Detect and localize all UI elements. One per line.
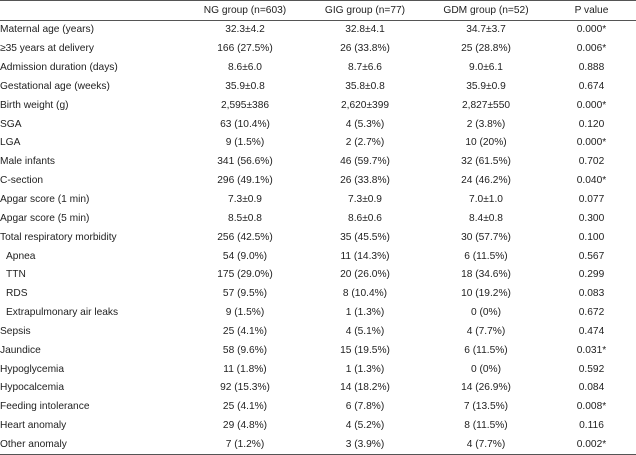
row-label: Admission duration (days) <box>0 62 118 74</box>
cell-gig-group: 8.7±6.6 <box>348 62 382 74</box>
cell-p-value: 0.567 <box>578 250 605 262</box>
row-label: Male infants <box>0 156 55 168</box>
cell-gdm-group: 25 (28.8%) <box>461 43 511 55</box>
cell-gig-group: 4 (5.2%) <box>345 420 385 432</box>
cell-gdm-group: 7 (13.5%) <box>463 401 509 413</box>
table-row <box>0 134 636 153</box>
cell-gdm-group: 34.7±3.7 <box>466 24 506 36</box>
table-row <box>0 59 636 78</box>
cell-p-value: 0.116 <box>579 420 604 432</box>
cell-ng-group: 8.5±0.8 <box>228 212 262 224</box>
cell-gig-group: 2,620±399 <box>340 99 390 111</box>
cell-gig-group: 35 (45.5%) <box>340 231 390 243</box>
cell-ng-group: 29 (4.8%) <box>222 420 268 432</box>
cell-p-value: 0.120 <box>578 118 605 130</box>
cell-p-value: 0.100 <box>578 231 605 243</box>
cell-gdm-group: 6 (11.5%) <box>464 250 508 262</box>
cell-ng-group: 25 (4.1%) <box>222 325 268 337</box>
cell-gig-group: 26 (33.8%) <box>340 43 390 55</box>
row-label: ≥35 years at delivery <box>0 43 94 55</box>
cell-p-value: 0.000* <box>576 99 607 111</box>
cell-gig-group: 7.3±0.9 <box>348 194 382 206</box>
row-label: C-section <box>0 175 44 187</box>
row-label: Total respiratory morbidity <box>0 231 117 243</box>
row-label: Feeding intolerance <box>0 401 90 413</box>
table-row <box>0 21 636 40</box>
table-row <box>0 398 636 417</box>
cell-ng-group: 32.3±4.2 <box>225 24 265 36</box>
cell-gig-group: 11 (14.3%) <box>340 250 390 262</box>
cell-ng-group: 54 (9.0%) <box>222 250 268 262</box>
cell-gig-group: 3 (3.9%) <box>305 436 425 455</box>
table-row <box>0 360 636 379</box>
cell-gig-group: 1 (1.3%) <box>345 307 385 319</box>
cell-gdm-group: 4 (7.7%) <box>466 325 506 337</box>
table-row <box>0 285 636 304</box>
cell-ng-group: 175 (29.0%) <box>217 269 273 281</box>
cell-p-value: 0.888 <box>578 62 605 74</box>
cell-p-value: 0.474 <box>578 325 605 337</box>
header-p-value: P value <box>547 1 636 21</box>
cell-p-value: 0.299 <box>578 269 605 281</box>
cell-ng-group: 166 (27.5%) <box>217 43 273 55</box>
cell-gdm-group: 30 (57.7%) <box>461 231 511 243</box>
table-row <box>0 247 636 266</box>
cell-gdm-group: 24 (46.2%) <box>461 175 511 187</box>
row-label: Hypocalcemia <box>0 382 64 394</box>
cell-ng-group: 9 (1.5%) <box>225 307 265 319</box>
cell-gdm-group: 8 (11.5%) <box>464 420 508 432</box>
cell-p-value: 0.077 <box>578 194 605 206</box>
cell-p-value: 0.031* <box>576 344 607 356</box>
cell-ng-group: 341 (56.6%) <box>217 156 273 168</box>
cell-p-value: 0.084 <box>578 382 605 394</box>
row-label: Jaundice <box>0 344 41 356</box>
row-label: RDS <box>6 288 28 300</box>
row-label: SGA <box>0 118 22 130</box>
cell-gdm-group: 32 (61.5%) <box>461 156 511 168</box>
cell-gig-group: 4 (5.3%) <box>345 118 385 130</box>
row-label: Heart anomaly <box>0 420 67 432</box>
table-row <box>0 341 636 360</box>
cell-gig-group: 32.8±4.1 <box>345 24 385 36</box>
cell-p-value: 0.000* <box>576 24 607 36</box>
row-label: Apgar score (5 min) <box>0 212 90 224</box>
cell-p-value: 0.002* <box>547 436 636 455</box>
header-ng-group: NG group (n=603) <box>185 1 305 21</box>
row-label: Gestational age (weeks) <box>0 80 110 92</box>
cell-ng-group: 63 (10.4%) <box>220 118 270 130</box>
cell-gig-group: 35.8±0.8 <box>345 80 385 92</box>
cell-ng-group: 25 (4.1%) <box>222 401 268 413</box>
cell-gig-group: 6 (7.8%) <box>345 401 385 413</box>
table-header-row <box>0 1 636 21</box>
cell-p-value: 0.674 <box>578 80 605 92</box>
cell-gig-group: 4 (5.1%) <box>345 325 385 337</box>
cell-gdm-group: 2,827±550 <box>461 99 511 111</box>
cell-p-value: 0.008* <box>576 401 607 413</box>
cell-gdm-group: 8.4±0.8 <box>469 212 503 224</box>
cell-p-value: 0.592 <box>578 363 605 375</box>
cell-ng-group: 9 (1.5%) <box>225 137 265 149</box>
cell-ng-group: 7 (1.2%) <box>185 436 305 455</box>
cell-p-value: 0.672 <box>578 307 605 319</box>
header-gig-group: GIG group (n=77) <box>305 1 425 21</box>
cell-gdm-group: 14 (26.9%) <box>461 382 511 394</box>
table-row <box>0 228 636 247</box>
cell-ng-group: 92 (15.3%) <box>220 382 270 394</box>
cell-gdm-group: 10 (19.2%) <box>461 288 511 300</box>
cell-p-value: 0.000* <box>576 137 607 149</box>
row-label: TTN <box>6 269 26 281</box>
table-row <box>0 417 636 436</box>
cell-gdm-group: 0 (0%) <box>470 307 501 319</box>
cell-gig-group: 20 (26.0%) <box>340 269 390 281</box>
cell-ng-group: 296 (49.1%) <box>217 175 273 187</box>
table-row <box>0 191 636 210</box>
row-label: Birth weight (g) <box>0 99 69 111</box>
row-label: Hypoglycemia <box>0 363 64 375</box>
cell-ng-group: 11 (1.8%) <box>223 363 267 375</box>
cell-gig-group: 2 (2.7%) <box>345 137 385 149</box>
row-label: Apgar score (1 min) <box>0 194 90 206</box>
row-label: Extrapulmonary air leaks <box>6 307 119 319</box>
cell-p-value: 0.300 <box>578 212 605 224</box>
table-row <box>0 115 636 134</box>
cell-ng-group: 8.6±6.0 <box>228 62 262 74</box>
cell-ng-group: 58 (9.6%) <box>222 344 268 356</box>
row-label: Sepsis <box>0 325 31 337</box>
table-row <box>0 40 636 59</box>
cell-gdm-group: 35.9±0.9 <box>466 80 506 92</box>
cell-gdm-group: 9.0±6.1 <box>469 62 503 74</box>
cell-p-value: 0.702 <box>578 156 605 168</box>
table-row <box>0 266 636 285</box>
cell-gdm-group: 6 (11.5%) <box>464 344 508 356</box>
cell-gig-group: 26 (33.8%) <box>340 175 390 187</box>
table-row <box>0 436 636 455</box>
cell-gdm-group: 18 (34.6%) <box>461 269 511 281</box>
table-row <box>0 172 636 191</box>
cell-gig-group: 8.6±0.6 <box>348 212 382 224</box>
row-label: Other anomaly <box>0 436 185 455</box>
cell-p-value: 0.083 <box>578 288 605 300</box>
cell-p-value: 0.006* <box>576 43 607 55</box>
cell-gig-group: 8 (10.4%) <box>342 288 388 300</box>
cell-ng-group: 7.3±0.9 <box>228 194 262 206</box>
cell-ng-group: 256 (42.5%) <box>217 231 273 243</box>
cell-gdm-group: 0 (0%) <box>470 363 501 375</box>
table-row <box>0 96 636 115</box>
cell-ng-group: 35.9±0.8 <box>225 80 265 92</box>
table-row <box>0 153 636 172</box>
cell-gig-group: 1 (1.3%) <box>345 363 385 375</box>
table-row <box>0 78 636 97</box>
row-label: Maternal age (years) <box>0 24 94 36</box>
header-gdm-group: GDM group (n=52) <box>425 1 547 21</box>
table-row <box>0 379 636 398</box>
cell-gig-group: 14 (18.2%) <box>340 382 390 394</box>
cell-gdm-group: 2 (3.8%) <box>466 118 506 130</box>
cell-gdm-group: 10 (20%) <box>465 137 507 149</box>
cell-gdm-group: 4 (7.7%) <box>425 436 547 455</box>
table-row <box>0 304 636 323</box>
cell-p-value: 0.040* <box>576 175 607 187</box>
table-row <box>0 209 636 228</box>
header-label <box>0 1 185 21</box>
cell-gig-group: 15 (19.5%) <box>340 344 390 356</box>
cell-gdm-group: 7.0±1.0 <box>469 194 503 206</box>
row-label: Apnea <box>6 250 36 262</box>
table-body <box>0 21 636 455</box>
table-row <box>0 323 636 342</box>
cell-ng-group: 57 (9.5%) <box>222 288 268 300</box>
row-label: LGA <box>0 137 21 149</box>
cell-gig-group: 46 (59.7%) <box>340 156 390 168</box>
cell-ng-group: 2,595±386 <box>220 99 270 111</box>
